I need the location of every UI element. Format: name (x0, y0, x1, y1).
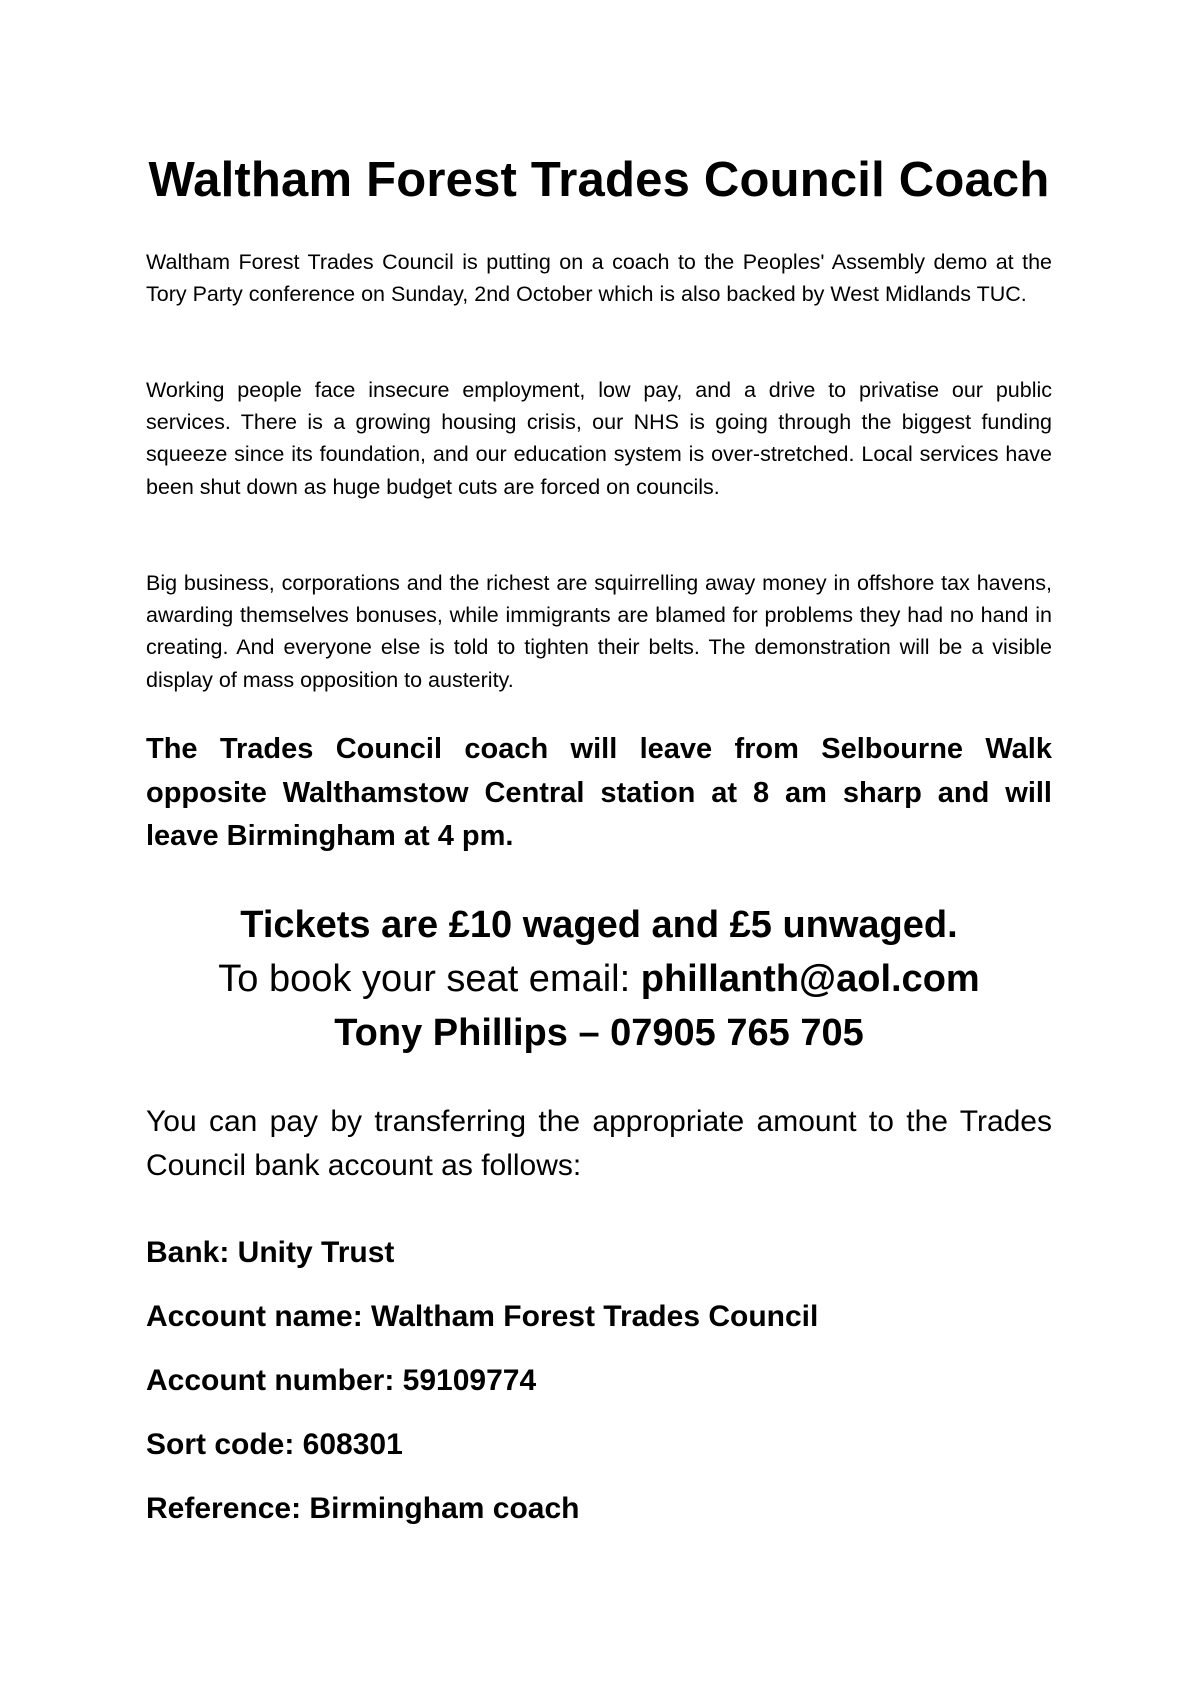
working-people-paragraph: Working people face insecure employment, low pay, and a drive to privatise our public services. There is a growing housing crisis, our NHS is going through the biggest funding squeeze since its foundation, and our education system is over-stretched. Local services have been shut down as huge budget cuts are forced on councils. (146, 378, 1052, 499)
payment-intro: You can pay by transferring the appropriate amount to the Trades Council bank account as follows: (146, 1105, 1052, 1182)
big-business-paragraph: Big business, corporations and the richest are squirrelling away money in offshore tax havens, awarding themselves bonuses, while immigrants are blamed for problems they had no hand in creating. And everyone else is told to tighten their belts. The demonstration will be a visible display of mass opposition to austerity. (146, 571, 1052, 692)
payment-reference: Reference: Birmingham coach (146, 1492, 580, 1525)
booking-line (146, 952, 1052, 1006)
booking-email-link[interactable]: phillanth@aol.com (640, 958, 980, 1000)
sort-code: Sort code: 608301 (146, 1428, 403, 1461)
account-name: Account name: Waltham Forest Trades Council (146, 1300, 819, 1333)
coach-departure-info: The Trades Council coach will leave from Selbourne Walk opposite Walthamstow Central station at 8 am sharp and will leave Birmingham at 4 pm. (146, 733, 1052, 852)
intro-paragraph: Waltham Forest Trades Council is putting on a coach to the Peoples' Assembly demo at the Tory Party conference on Sunday, 2nd October which is also backed by West Midlands TUC. (146, 250, 1052, 307)
page-title: Waltham Forest Trades Council Coach (148, 153, 1050, 207)
booking-prefix: To book your seat email: (218, 958, 641, 1000)
tickets-block (146, 898, 1052, 1060)
contact-phone: Tony Phillips – 07905 765 705 (334, 1012, 864, 1054)
bank-name: Bank: Unity Trust (146, 1236, 395, 1269)
ticket-prices: Tickets are £10 waged and £5 unwaged. (240, 904, 958, 946)
account-number: Account number: 59109774 (146, 1364, 537, 1397)
